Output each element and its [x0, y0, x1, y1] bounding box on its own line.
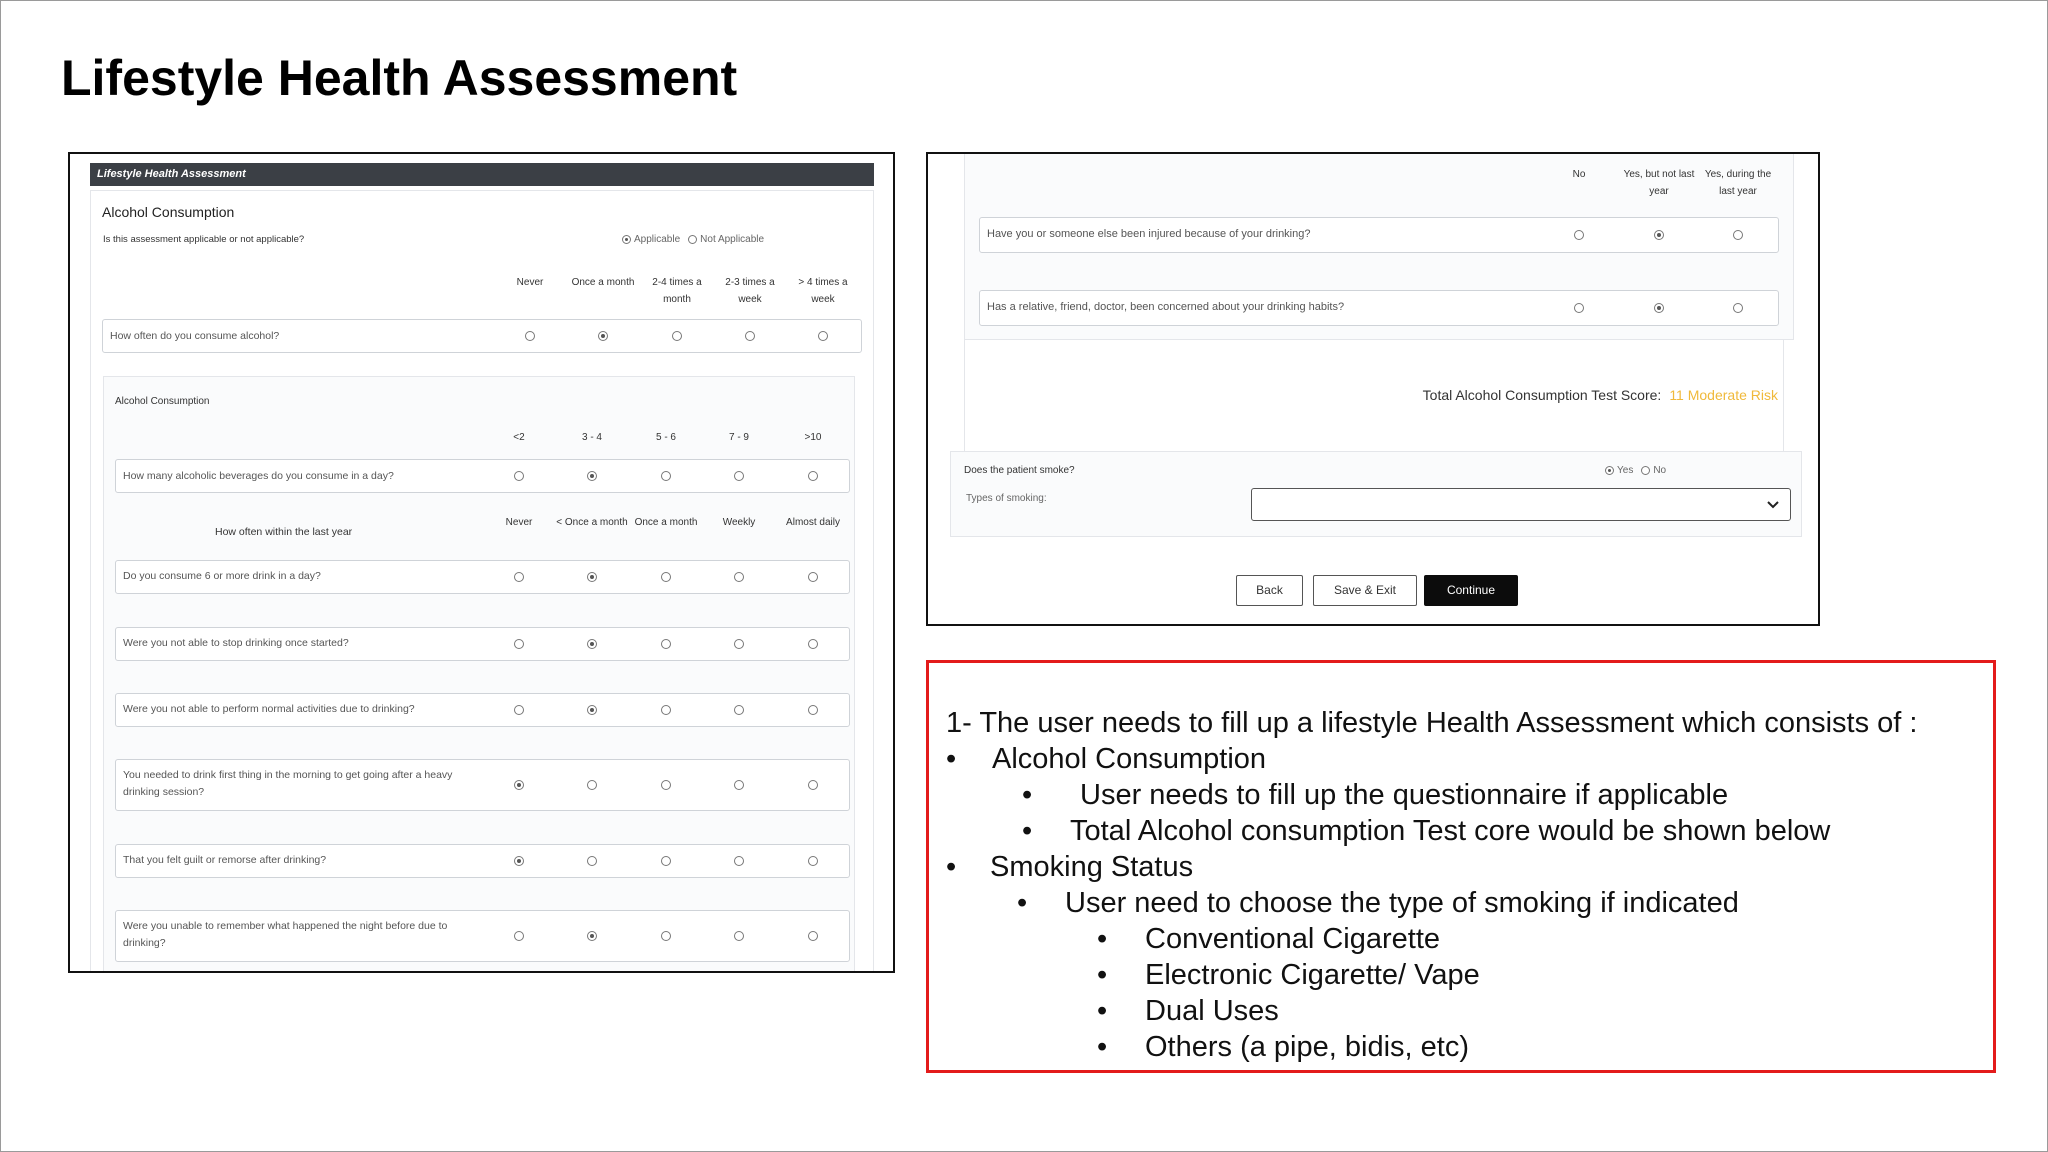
frequency-col-2: Once a month [571, 277, 635, 288]
year-q5-radio-5[interactable] [808, 856, 818, 866]
year-q4-radio-3[interactable] [661, 780, 671, 790]
year-q2-radio-4[interactable] [734, 639, 744, 649]
frequency-radio-3[interactable] [672, 331, 682, 341]
quantity-radio-5[interactable] [808, 471, 818, 481]
concern-radio-2[interactable] [1654, 303, 1664, 313]
bullet-marker: • [1097, 1031, 1108, 1063]
year-q6-radio-2[interactable] [587, 931, 597, 941]
form-header-bar: Lifestyle Health Assessment [90, 163, 874, 186]
year-q3-radio-5[interactable] [808, 705, 818, 715]
injury-radio-1[interactable] [1574, 230, 1584, 240]
frequency-col-5: > 4 times a week [798, 277, 848, 305]
year-q3-radio-2[interactable] [587, 705, 597, 715]
smoke-yes-option[interactable] [1605, 465, 1633, 476]
slide-title: Lifestyle Health Assessment [61, 50, 738, 106]
smoking-type-select[interactable] [1251, 488, 1791, 521]
subsection-title: Alcohol Consumption [115, 396, 210, 407]
note-intro: 1- The user needs to fill up a lifestyle Health Assessment which consists of : [946, 707, 1918, 739]
bullet-marker: • [1022, 779, 1033, 811]
year-question: Were you not able to stop drinking once started? [123, 637, 349, 649]
save-exit-button[interactable]: Save & Exit [1313, 575, 1417, 606]
year-q4-radio-2[interactable] [587, 780, 597, 790]
year-q6-radio-4[interactable] [734, 931, 744, 941]
note-score: Total Alcohol consumption Test core would be shown below [1070, 815, 1831, 847]
note-conventional: Conventional Cigarette [1145, 923, 1441, 955]
consequence-col-1: No [1572, 169, 1586, 180]
quantity-col-2: 3 - 4 [581, 432, 602, 443]
frequency-question: How often do you consume alcohol? [110, 330, 280, 342]
frequency-radio-4[interactable] [745, 331, 755, 341]
year-q1-radio-5[interactable] [808, 572, 818, 582]
note-smoking: Smoking Status [990, 851, 1194, 883]
bullet-marker: • [946, 743, 957, 775]
section-title: Alcohol Consumption [102, 204, 235, 220]
smoke-yes-radio[interactable] [1605, 466, 1614, 475]
quantity-col-5: >10 [804, 432, 822, 443]
frequency-col-4: 2-3 times a week [725, 277, 775, 305]
note-questionnaire: User needs to fill up the questionnaire if applicable [1080, 779, 1729, 811]
quantity-col-3: 5 - 6 [655, 432, 676, 443]
year-q6-radio-3[interactable] [661, 931, 671, 941]
chevron-down-icon [1766, 497, 1780, 511]
note-dual: Dual Uses [1145, 995, 1279, 1027]
applicability-radio-group[interactable] [622, 234, 764, 245]
applicable-radio[interactable] [622, 235, 631, 244]
year-q6-radio-5[interactable] [808, 931, 818, 941]
applicable-option[interactable] [622, 234, 680, 245]
frequency-col-1: Never [516, 277, 544, 288]
smoke-yes-label: Yes [1617, 465, 1634, 476]
smoke-no-radio[interactable] [1641, 466, 1650, 475]
concern-radio-3[interactable] [1733, 303, 1743, 313]
year-question: You needed to drink first thing in the morning to get going after a heavy drinking session? [123, 769, 453, 798]
year-q3-radio-1[interactable] [514, 705, 524, 715]
year-question: That you felt guilt or remorse after drinking? [123, 854, 327, 866]
smoke-question: Does the patient smoke? [964, 465, 1075, 476]
year-q3-radio-3[interactable] [661, 705, 671, 715]
year-col-1: Never [505, 517, 533, 528]
alcohol-form-screenshot [68, 152, 895, 973]
continue-button[interactable]: Continue [1424, 575, 1518, 606]
frequency-radio-5[interactable] [818, 331, 828, 341]
not-applicable-radio[interactable] [688, 235, 697, 244]
note-others: Others (a pipe, bidis, etc) [1145, 1031, 1469, 1063]
smoke-radio-group[interactable] [1605, 465, 1666, 476]
quantity-col-1: <2 [513, 432, 525, 443]
year-q1-radio-1[interactable] [514, 572, 524, 582]
year-q2-radio-1[interactable] [514, 639, 524, 649]
score-value: 11 Moderate Risk [1669, 387, 1778, 403]
concern-radio-1[interactable] [1574, 303, 1584, 313]
year-q1-radio-4[interactable] [734, 572, 744, 582]
bullet-marker: • [1097, 995, 1108, 1027]
quantity-radio-2[interactable] [587, 471, 597, 481]
quantity-radio-3[interactable] [661, 471, 671, 481]
year-col-2: < Once a month [556, 517, 628, 528]
bullet-marker: • [946, 851, 957, 883]
bullet-marker: • [1017, 887, 1028, 919]
injury-radio-2[interactable] [1654, 230, 1664, 240]
notes-box [926, 660, 1996, 1073]
score-label: Total Alcohol Consumption Test Score: [1422, 387, 1662, 403]
concern-question: Has a relative, friend, doctor, been concerned about your drinking habits? [987, 301, 1345, 313]
note-vape: Electronic Cigarette/ Vape [1145, 959, 1480, 991]
consequence-col-3: Yes, during the last year [1704, 169, 1772, 197]
year-col-4: Weekly [722, 517, 756, 528]
quantity-col-4: 7 - 9 [728, 432, 749, 443]
bullet-marker: • [1022, 815, 1033, 847]
year-q4-radio-4[interactable] [734, 780, 744, 790]
year-q2-radio-5[interactable] [808, 639, 818, 649]
applicable-label: Applicable [634, 234, 681, 245]
year-q5-radio-1[interactable] [514, 856, 524, 866]
bullet-marker: • [1097, 959, 1108, 991]
quantity-radio-4[interactable] [734, 471, 744, 481]
year-q2-radio-2[interactable] [587, 639, 597, 649]
year-q2-radio-3[interactable] [661, 639, 671, 649]
applicability-question: Is this assessment applicable or not applicable? [103, 234, 305, 245]
year-col-5: Almost daily [786, 517, 840, 528]
consequence-col-2: Yes, but not last year [1623, 169, 1695, 197]
year-question: Were you not able to perform normal activities due to drinking? [123, 703, 415, 715]
frequency-col-3: 2-4 times a month [652, 277, 702, 305]
quantity-radio-1[interactable] [514, 471, 524, 481]
year-q5-radio-3[interactable] [661, 856, 671, 866]
year-q5-radio-2[interactable] [587, 856, 597, 866]
bullet-marker: • [1097, 923, 1108, 955]
year-q1-radio-2[interactable] [587, 572, 597, 582]
year-q6-radio-1[interactable] [514, 931, 524, 941]
frequency-radio-2[interactable] [598, 331, 608, 341]
not-applicable-label: Not Applicable [700, 234, 765, 245]
total-score [1423, 387, 1778, 403]
quantity-question: How many alcoholic beverages do you consume in a day? [123, 470, 394, 482]
year-question: Do you consume 6 or more drink in a day? [123, 570, 321, 582]
smoking-types-label: Types of smoking: [966, 493, 1047, 504]
alcohol-score-screenshot [926, 152, 1820, 626]
injury-radio-3[interactable] [1733, 230, 1743, 240]
not-applicable-option[interactable] [688, 234, 764, 245]
injury-question: Have you or someone else been injured because of your drinking? [987, 228, 1311, 240]
year-col-3: Once a month [634, 517, 698, 528]
year-q3-radio-4[interactable] [734, 705, 744, 715]
year-heading: How often within the last year [215, 526, 353, 538]
year-q4-radio-5[interactable] [808, 780, 818, 790]
note-smoking-type: User need to choose the type of smoking if indicated [1065, 887, 1739, 919]
year-q4-radio-1[interactable] [514, 780, 524, 790]
note-alcohol: Alcohol Consumption [992, 743, 1267, 775]
smoke-no-option[interactable] [1641, 465, 1666, 476]
year-question: Were you unable to remember what happened the night before due to drinking? [123, 920, 448, 949]
year-q5-radio-4[interactable] [734, 856, 744, 866]
frequency-radio-1[interactable] [525, 331, 535, 341]
smoke-no-label: No [1653, 465, 1667, 476]
back-button[interactable]: Back [1236, 575, 1303, 606]
year-q1-radio-3[interactable] [661, 572, 671, 582]
